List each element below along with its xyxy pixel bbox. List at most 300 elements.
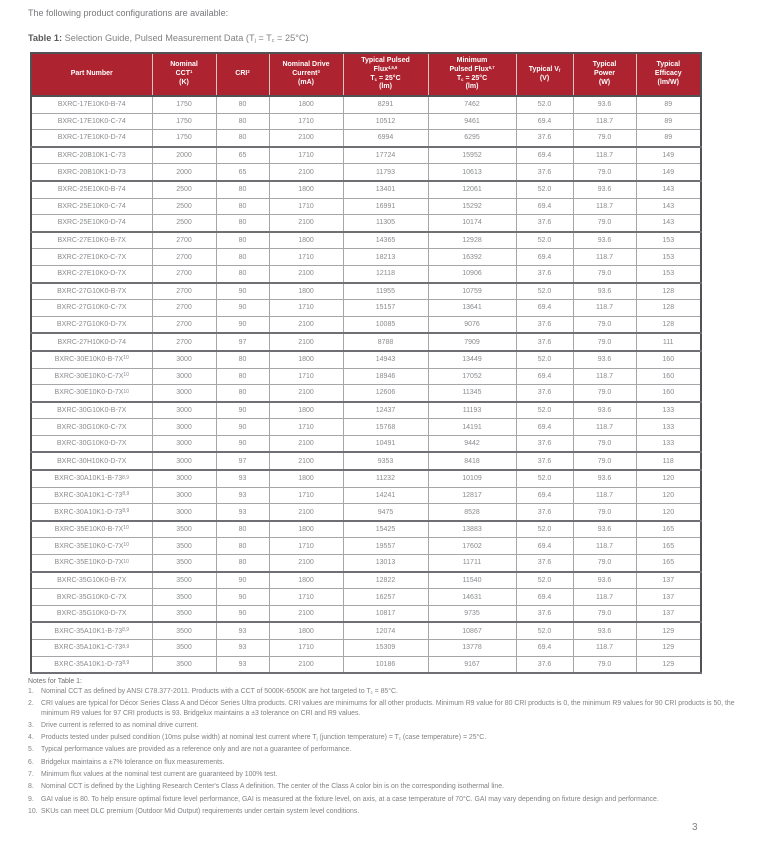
table-cell-nominal-cct: 3000 [152,368,216,385]
part-number-cell: BXRC-35A10K1-C-73$^{8,9}$ [31,640,152,657]
table-cell-nominal-cct: 3500 [152,572,216,589]
table-cell-typical-power: 118.7 [573,640,636,657]
table-row [31,589,701,606]
table-cell-typical-vf: 37.6 [516,333,573,351]
table-cell-nominal-drive-current: 1710 [269,147,343,164]
table-cell-typical-efficacy: 128 [636,300,701,317]
table-cell-minimum-pulsed-flux: 17602 [428,538,516,555]
table-cell-nominal-cct: 2500 [152,198,216,215]
table-row [31,470,701,487]
table-cell-minimum-pulsed-flux: 10613 [428,164,516,181]
table-cell-cri: 80 [216,385,269,402]
table-cell-cri: 90 [216,316,269,333]
table-cell-nominal-drive-current: 1800 [269,402,343,419]
table-cell-minimum-pulsed-flux: 12928 [428,232,516,249]
table-cell-typical-power: 118.7 [573,113,636,130]
part-number-cell: BXRC-30G10K0-C-7X [31,419,152,436]
table-cell-typical-pulsed-flux: 13401 [343,181,428,198]
table-cell-typical-vf: 37.6 [516,555,573,572]
table-cell-nominal-cct: 2700 [152,300,216,317]
part-number-cell: BXRC-30H10K0-D-7X [31,452,152,470]
table-cell-typical-pulsed-flux: 12118 [343,265,428,282]
table-cell-nominal-cct: 3500 [152,589,216,606]
table-cell-typical-efficacy: 153 [636,249,701,266]
notes-section [28,677,740,819]
table-cell-typical-power: 93.6 [573,232,636,249]
table-cell-nominal-cct: 2700 [152,316,216,333]
table-row [31,181,701,198]
table-cell-nominal-drive-current: 2100 [269,333,343,351]
note-text: CRI values are typical for Décor Series Class A and Décor Series Ultra products. CRI values are minimums for all other products. Minimum R9 value for 80 CRI products is 0, the minimum R9 values for 90 CRI products is 50, the minimum R9 values for 97 CRI products is 93. Bridgelux maintains a ±3 tolerance on CRI and R9 values. [41,700,735,717]
table-cell-minimum-pulsed-flux: 10759 [428,283,516,300]
part-number-cell: BXRC-$30E10K0-D-7X^{10}$ [31,385,152,402]
note-item [28,687,740,696]
table-cell-nominal-cct: 3000 [152,419,216,436]
column-header-part-number: Part Number [31,53,152,96]
table-cell-typical-efficacy: 89 [636,96,701,113]
table-row [31,622,701,639]
table-cell-nominal-drive-current: 2100 [269,316,343,333]
note-item [28,745,740,754]
table-cell-typical-vf: 52.0 [516,283,573,300]
table-cell-typical-efficacy: 133 [636,419,701,436]
table-row [31,640,701,657]
table-cell-nominal-drive-current: 2100 [269,605,343,622]
table-cell-cri: 80 [216,232,269,249]
table-cell-minimum-pulsed-flux: 10867 [428,622,516,639]
table-row [31,452,701,470]
table-cell-typical-power: 79.0 [573,504,636,521]
table-cell-nominal-cct: 3000 [152,402,216,419]
table-cell-nominal-cct: 3000 [152,504,216,521]
table-cell-typical-power: 79.0 [573,385,636,402]
table-cell-nominal-drive-current: 1800 [269,351,343,368]
table-cell-typical-efficacy: 143 [636,198,701,215]
table-cell-minimum-pulsed-flux: 13778 [428,640,516,657]
note-number: 4. [28,734,34,742]
table-cell-typical-efficacy: 160 [636,368,701,385]
table-cell-typical-pulsed-flux: 12606 [343,385,428,402]
table-cell-cri: 90 [216,402,269,419]
table-row [31,232,701,249]
table-cell-nominal-cct: 2700 [152,232,216,249]
table-cell-nominal-drive-current: 1710 [269,113,343,130]
table-header [31,53,701,96]
table-cell-typical-vf: 52.0 [516,622,573,639]
table-cell-nominal-drive-current: 2100 [269,130,343,147]
table-cell-nominal-drive-current: 1800 [269,572,343,589]
table-cell-nominal-drive-current: 2100 [269,164,343,181]
table-cell-minimum-pulsed-flux: 17052 [428,368,516,385]
table-cell-minimum-pulsed-flux: 11345 [428,385,516,402]
table-cell-minimum-pulsed-flux: 13641 [428,300,516,317]
table-cell-minimum-pulsed-flux: 15292 [428,198,516,215]
table-cell-typical-power: 118.7 [573,487,636,504]
table-cell-nominal-drive-current: 2100 [269,385,343,402]
table-cell-typical-pulsed-flux: 15768 [343,419,428,436]
table-cell-nominal-drive-current: 1710 [269,300,343,317]
table-cell-nominal-cct: 2000 [152,164,216,181]
table-cell-typical-power: 79.0 [573,656,636,673]
table-cell-nominal-drive-current: 1800 [269,96,343,113]
table-row [31,96,701,113]
part-number-cell: BXRC-20B10K1-C-73 [31,147,152,164]
table-cell-cri: 93 [216,470,269,487]
table-cell-typical-vf: 69.4 [516,368,573,385]
note-number: 6. [28,758,34,766]
table-cell-typical-power: 93.6 [573,572,636,589]
table-cell-cri: 80 [216,351,269,368]
table-row [31,555,701,572]
note-item [28,782,740,791]
table-row [31,521,701,538]
table-cell-typical-vf: 69.4 [516,640,573,657]
table-cell-cri: 93 [216,656,269,673]
table-row [31,402,701,419]
table-cell-typical-efficacy: 133 [636,435,701,452]
table-cell-typical-vf: 37.6 [516,215,573,232]
note-text: Products tested under pulsed condition (10ms pulse width) at nominal test current where $T_j$ (junction temperature) = $T_c$ (case temperature) = 25°C. [41,734,487,742]
table-cell-nominal-cct: 2500 [152,181,216,198]
table-cell-typical-pulsed-flux: 16991 [343,198,428,215]
table-cell-minimum-pulsed-flux: 11540 [428,572,516,589]
table-cell-typical-pulsed-flux: 18213 [343,249,428,266]
table-cell-typical-pulsed-flux: 15157 [343,300,428,317]
table-cell-typical-power: 93.6 [573,470,636,487]
table-cell-minimum-pulsed-flux: 16392 [428,249,516,266]
table-cell-cri: 80 [216,555,269,572]
table-cell-typical-vf: 37.6 [516,435,573,452]
table-cell-nominal-cct: 2000 [152,147,216,164]
note-text: Minimum flux values at the nominal test current are guaranteed by 100% test. [41,771,278,778]
table-cell-typical-pulsed-flux: 6994 [343,130,428,147]
note-item [28,770,740,779]
table-cell-typical-efficacy: 133 [636,402,701,419]
table-cell-typical-efficacy: 165 [636,521,701,538]
part-number-cell: BXRC-27G10K0-B-7X [31,283,152,300]
table-cell-nominal-cct: 3500 [152,555,216,572]
part-number-cell: BXRC-35G10K0-B-7X [31,572,152,589]
table-cell-typical-vf: 37.6 [516,605,573,622]
table-cell-typical-power: 93.6 [573,622,636,639]
table-cell-typical-power: 93.6 [573,181,636,198]
table-cell-nominal-cct: 3000 [152,351,216,368]
note-text: Bridgelux maintains a ±7% tolerance on flux measurements. [41,758,225,766]
table-cell-nominal-cct: 3500 [152,622,216,639]
table-cell-nominal-cct: 2500 [152,215,216,232]
table-cell-typical-pulsed-flux: 15309 [343,640,428,657]
table-cell-typical-power: 118.7 [573,249,636,266]
note-text: Drive current is referred to as nominal drive current. [41,721,199,729]
note-text: Nominal CCT as defined by ANSI C78.377-2011. Products with a CCT of 5000K-6500K are hot targeted to $T_c = 85^\circ C$. [41,688,398,696]
table-row [31,164,701,181]
table-cell-typical-pulsed-flux: 11955 [343,283,428,300]
table-row [31,300,701,317]
table-cell-typical-vf: 37.6 [516,452,573,470]
table-cell-typical-pulsed-flux: 14241 [343,487,428,504]
table-cell-minimum-pulsed-flux: 10174 [428,215,516,232]
part-number-cell: BXRC-25E10K0-C-74 [31,198,152,215]
table-cell-nominal-cct: 3000 [152,452,216,470]
part-number-cell: BXRC-35A10K1-D-73$^{8,9}$ [31,656,152,673]
table-cell-typical-pulsed-flux: 10085 [343,316,428,333]
table-cell-typical-vf: 69.4 [516,113,573,130]
table-cell-typical-pulsed-flux: 12074 [343,622,428,639]
table-cell-typical-efficacy: 129 [636,622,701,639]
page-number: 3 [692,822,698,833]
table-cell-nominal-drive-current: 2100 [269,504,343,521]
note-item [28,807,740,816]
part-number-cell: BXRC-17E10K0-C-74 [31,113,152,130]
table-cell-typical-vf: 69.4 [516,249,573,266]
column-header-typical-efficacy: Typical Efficacy (lm/W) [636,53,701,96]
part-number-cell: BXRC-25E10K0-D-74 [31,215,152,232]
table-cell-cri: 80 [216,130,269,147]
table-cell-typical-power: 79.0 [573,215,636,232]
table-cell-typical-efficacy: 120 [636,504,701,521]
table-caption [28,33,309,43]
table-cell-nominal-drive-current: 2100 [269,656,343,673]
table-row [31,656,701,673]
table-caption-text: Selection Guide, Pulsed Measurement Data $(T_j = T_c = 25^\circ C)$ [62,33,309,45]
table-cell-typical-power: 118.7 [573,368,636,385]
table-row [31,368,701,385]
note-item [28,733,740,742]
note-number: 1. [28,688,34,696]
note-number: 9. [28,795,34,803]
table-cell-nominal-drive-current: 1800 [269,181,343,198]
note-item [28,699,740,717]
table-row [31,419,701,436]
table-cell-typical-vf: 52.0 [516,96,573,113]
table-row [31,351,701,368]
part-number-cell: BXRC-30G10K0-B-7X [31,402,152,419]
table-row [31,605,701,622]
table-cell-typical-vf: 52.0 [516,402,573,419]
part-number-cell: BXRC-35G10K0-C-7X [31,589,152,606]
table-cell-nominal-drive-current: 1710 [269,198,343,215]
table-cell-typical-efficacy: 129 [636,640,701,657]
table-cell-typical-pulsed-flux: 9475 [343,504,428,521]
table-cell-typical-power: 118.7 [573,538,636,555]
table-cell-typical-pulsed-flux: 10512 [343,113,428,130]
table-cell-typical-efficacy: 137 [636,572,701,589]
table-cell-typical-vf: 37.6 [516,504,573,521]
table-cell-minimum-pulsed-flux: 11711 [428,555,516,572]
table-cell-nominal-cct: 1750 [152,96,216,113]
table-cell-typical-efficacy: 128 [636,316,701,333]
table-cell-typical-efficacy: 160 [636,385,701,402]
table-cell-minimum-pulsed-flux: 6295 [428,130,516,147]
table-cell-cri: 93 [216,504,269,521]
table-cell-typical-vf: 69.4 [516,147,573,164]
table-row [31,333,701,351]
table-cell-typical-pulsed-flux: 12437 [343,402,428,419]
part-number-cell: BXRC-$35E10K0-B-7X^{10}$ [31,521,152,538]
column-header-nominal-cct: Nominal CCT$^1$ (K) [152,53,216,96]
table-cell-typical-vf: 69.4 [516,198,573,215]
table-cell-typical-vf: 52.0 [516,232,573,249]
table-cell-typical-vf: 69.4 [516,538,573,555]
table-cell-cri: 93 [216,622,269,639]
table-cell-cri: 90 [216,605,269,622]
note-item [28,721,740,730]
table-cell-typical-vf: 69.4 [516,300,573,317]
notes-list [28,687,740,816]
part-number-cell: BXRC-17E10K0-B-74 [31,96,152,113]
table-cell-typical-power: 93.6 [573,351,636,368]
table-cell-typical-pulsed-flux: 11793 [343,164,428,181]
table-cell-minimum-pulsed-flux: 7462 [428,96,516,113]
table-cell-typical-pulsed-flux: 10186 [343,656,428,673]
part-number-cell: BXRC-$35E10K0-D-7X^{10}$ [31,555,152,572]
table-cell-nominal-cct: 1750 [152,130,216,147]
table-cell-typical-pulsed-flux: 9353 [343,452,428,470]
table-cell-minimum-pulsed-flux: 9442 [428,435,516,452]
table-cell-typical-efficacy: 89 [636,113,701,130]
table-row [31,147,701,164]
table-cell-typical-pulsed-flux: 12822 [343,572,428,589]
table-cell-cri: 80 [216,265,269,282]
table-cell-minimum-pulsed-flux: 14631 [428,589,516,606]
table-row [31,435,701,452]
part-number-cell: BXRC-$30E10K0-B-7X^{10}$ [31,351,152,368]
notes-title: Notes for Table 1: [28,678,82,685]
table-cell-typical-vf: 37.6 [516,316,573,333]
table-cell-minimum-pulsed-flux: 13449 [428,351,516,368]
table-cell-nominal-drive-current: 2100 [269,435,343,452]
table-cell-nominal-drive-current: 1710 [269,249,343,266]
table-cell-typical-power: 93.6 [573,96,636,113]
table-cell-nominal-drive-current: 1800 [269,470,343,487]
note-item [28,795,740,804]
table-cell-nominal-drive-current: 1800 [269,232,343,249]
table-cell-nominal-cct: 3500 [152,640,216,657]
table-cell-typical-pulsed-flux: 8291 [343,96,428,113]
note-text: GAI value is 80. To help ensure optimal fixture level performance, GAI is measured at the fixture level, on axis, at a case temperature of 70°C. GAI may vary depending on fixture design and performance. [41,795,659,803]
table-row [31,487,701,504]
table-cell-typical-power: 79.0 [573,130,636,147]
part-number-cell: BXRC-30A10K1-D-73$^{8,9}$ [31,504,152,521]
table-cell-typical-pulsed-flux: 13013 [343,555,428,572]
table-cell-nominal-cct: 2700 [152,283,216,300]
table-cell-nominal-drive-current: 1710 [269,538,343,555]
table-cell-cri: 90 [216,572,269,589]
table-cell-typical-pulsed-flux: 14943 [343,351,428,368]
table-cell-cri: 80 [216,215,269,232]
table-cell-typical-pulsed-flux: 14365 [343,232,428,249]
table-cell-typical-efficacy: 129 [636,656,701,673]
table-cell-typical-pulsed-flux: 10817 [343,605,428,622]
table-cell-cri: 80 [216,181,269,198]
table-cell-typical-vf: 37.6 [516,265,573,282]
table-cell-cri: 93 [216,487,269,504]
table-cell-typical-pulsed-flux: 18946 [343,368,428,385]
table-cell-typical-efficacy: 120 [636,487,701,504]
table-cell-typical-efficacy: 143 [636,181,701,198]
part-number-cell: BXRC-17E10K0-D-74 [31,130,152,147]
table-cell-cri: 80 [216,521,269,538]
part-number-cell: BXRC-$30E10K0-C-7X^{10}$ [31,368,152,385]
table-cell-typical-power: 79.0 [573,605,636,622]
table-cell-minimum-pulsed-flux: 11193 [428,402,516,419]
part-number-cell: BXRC-30A10K1-C-73$^{8,9}$ [31,487,152,504]
table-cell-minimum-pulsed-flux: 9167 [428,656,516,673]
table-cell-typical-power: 118.7 [573,198,636,215]
table-cell-typical-vf: 52.0 [516,351,573,368]
table-cell-typical-vf: 52.0 [516,470,573,487]
table-row [31,283,701,300]
part-number-cell: BXRC-27G10K0-C-7X [31,300,152,317]
table-cell-nominal-cct: 3000 [152,487,216,504]
table-row [31,198,701,215]
table-header-row [31,53,701,96]
note-number: 3. [28,721,34,729]
column-header-minimum-pulsed-flux: Minimum Pulsed Flux$^{6,7}$ $T_c = 25^\circ C$ (lm) [428,53,516,96]
table-cell-nominal-drive-current: 1800 [269,622,343,639]
table-cell-typical-power: 118.7 [573,300,636,317]
table-cell-typical-power: 118.7 [573,419,636,436]
table-cell-nominal-drive-current: 1710 [269,589,343,606]
table-cell-typical-vf: 37.6 [516,656,573,673]
intro-text: The following product configurations are available: [28,8,229,18]
table-cell-nominal-cct: 3500 [152,538,216,555]
table-cell-typical-vf: 52.0 [516,572,573,589]
table-cell-typical-efficacy: 89 [636,130,701,147]
table-cell-typical-vf: 37.6 [516,164,573,181]
table-cell-typical-power: 118.7 [573,147,636,164]
table-cell-nominal-drive-current: 2100 [269,555,343,572]
table-cell-typical-power: 79.0 [573,164,636,181]
table-cell-minimum-pulsed-flux: 14191 [428,419,516,436]
table-cell-typical-vf: 69.4 [516,487,573,504]
note-number: 7. [28,771,34,778]
table-cell-typical-efficacy: 153 [636,232,701,249]
table-cell-cri: 80 [216,96,269,113]
table-row [31,572,701,589]
table-cell-typical-vf: 37.6 [516,385,573,402]
note-number: 5. [28,746,34,754]
part-number-cell: BXRC-30G10K0-D-7X [31,435,152,452]
table-cell-nominal-drive-current: 1710 [269,640,343,657]
note-text: Nominal CCT is defined by the Lighting Research Center's Class A definition. The center of the Class A color bin is on the corresponding isothermal line. [41,783,504,791]
table-cell-typical-vf: 69.4 [516,589,573,606]
table-cell-typical-pulsed-flux: 15425 [343,521,428,538]
table-cell-nominal-drive-current: 1800 [269,283,343,300]
table-row [31,130,701,147]
table-cell-typical-power: 93.6 [573,283,636,300]
table-cell-typical-efficacy: 165 [636,538,701,555]
column-header-typical-power: Typical Power (W) [573,53,636,96]
table-cell-typical-efficacy: 137 [636,605,701,622]
table-cell-minimum-pulsed-flux: 9735 [428,605,516,622]
note-text: Typical performance values are provided as a reference only and are not a guarantee of performance. [41,746,352,754]
table-cell-minimum-pulsed-flux: 13883 [428,521,516,538]
table-cell-minimum-pulsed-flux: 12061 [428,181,516,198]
table-cell-minimum-pulsed-flux: 10906 [428,265,516,282]
note-number: 8. [28,783,34,791]
part-number-cell: BXRC-$35E10K0-C-7X^{10}$ [31,538,152,555]
table-cell-cri: 97 [216,452,269,470]
table-cell-cri: 90 [216,589,269,606]
table-cell-nominal-cct: 3000 [152,385,216,402]
table-cell-minimum-pulsed-flux: 7909 [428,333,516,351]
table-cell-minimum-pulsed-flux: 8528 [428,504,516,521]
table-cell-typical-pulsed-flux: 11232 [343,470,428,487]
table-cell-typical-power: 79.0 [573,435,636,452]
part-number-cell: BXRC-25E10K0-B-74 [31,181,152,198]
table-cell-typical-pulsed-flux: 11305 [343,215,428,232]
